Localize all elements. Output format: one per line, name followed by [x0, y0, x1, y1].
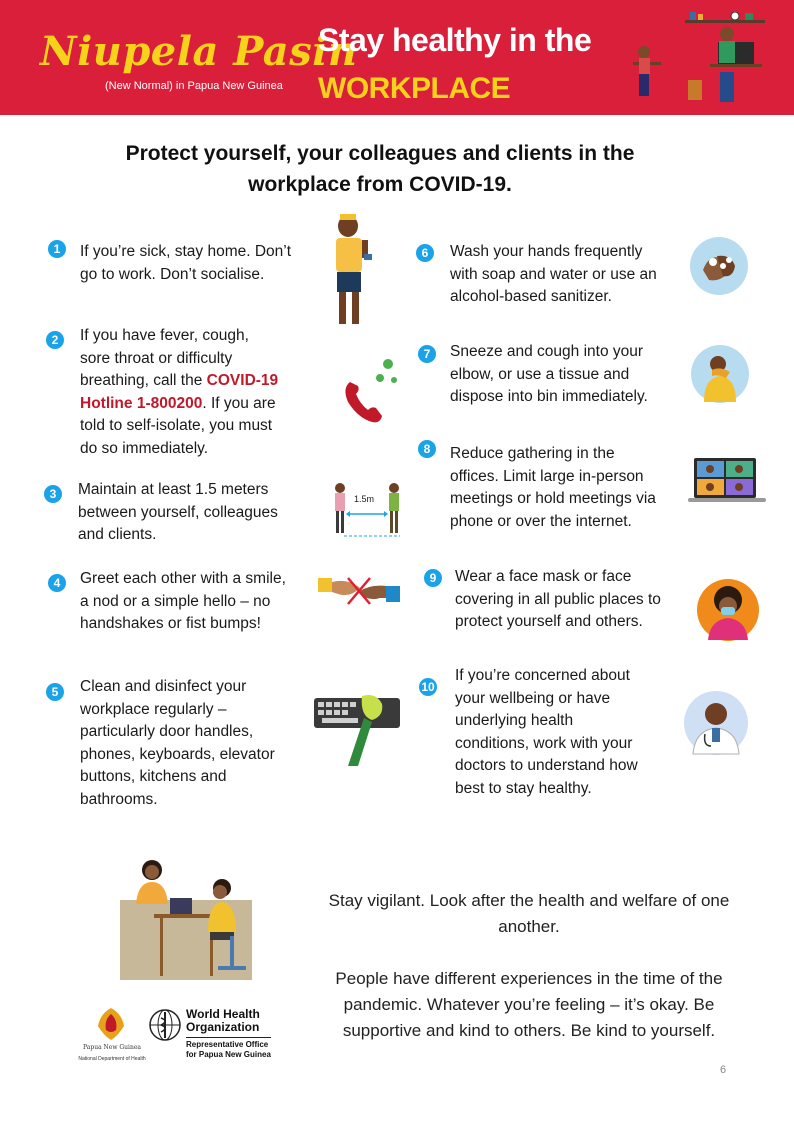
item-10-line: underlying health	[455, 712, 574, 729]
handwashing-icon	[689, 236, 749, 296]
item-7-line: elbow, or use a tissue and	[450, 365, 630, 383]
brand-subtitle: (New Normal) in Papua New Guinea	[105, 80, 283, 92]
bird-of-paradise-emblem-icon	[94, 1006, 128, 1042]
face-mask-person-icon	[696, 578, 760, 642]
who-office-line: Representative Office	[186, 1040, 269, 1049]
who-office-line: for Papua New Guinea	[186, 1050, 271, 1059]
item-4-line: Greet each other with a smile,	[80, 570, 286, 587]
brand-title: Niupela Pasin	[40, 28, 358, 75]
item-7-line: Sneeze and cough into your	[450, 343, 644, 360]
item-number-7: 7	[418, 345, 436, 363]
item-2-line: If you have fever, cough,	[80, 327, 249, 344]
who-office	[186, 1037, 271, 1060]
item-number-1: 1	[48, 240, 66, 258]
item-9-line: protect yourself and others.	[455, 613, 643, 630]
item-5-line: particularly door handles,	[80, 723, 254, 740]
item-7-line: dispose into bin immediately.	[450, 388, 648, 405]
item-1-line: go to work. Don’t socialise.	[80, 265, 265, 283]
doctor-icon	[683, 690, 749, 756]
item-number-9: 9	[424, 569, 442, 587]
item-10-line: best to stay healthy.	[455, 779, 592, 797]
item-text-2	[80, 325, 278, 460]
item-2-line: sore throat or difficulty	[80, 349, 233, 367]
keyboard-cleaning-icon	[312, 694, 402, 768]
item-number-8: 8	[418, 440, 436, 458]
phone-icon	[340, 352, 400, 426]
item-10-line: doctors to understand how	[455, 757, 638, 774]
item-2-line: told to self-isolate, you must	[80, 417, 273, 434]
item-10-line: If you’re concerned about	[455, 667, 630, 684]
item-number-5: 5	[46, 683, 64, 701]
item-5-line: phones, keyboards, elevator	[80, 745, 275, 763]
header-title-line2: WORKPLACE	[318, 72, 511, 105]
item-4-line: handshakes or fist bumps!	[80, 615, 261, 632]
item-text-6	[450, 241, 657, 309]
office-workers-illustration	[630, 12, 770, 112]
item-2-line	[80, 393, 278, 416]
item-number-10: 10	[419, 678, 437, 696]
item-5-line: buttons, kitchens and	[80, 768, 227, 785]
who-name-line: World Health	[186, 1007, 260, 1021]
item-text-4	[80, 568, 286, 636]
closing-message	[318, 888, 740, 1070]
distancing-illustration	[330, 478, 406, 540]
item-5-line: Clean and disinfect your	[80, 678, 247, 695]
page-number: 6	[720, 1064, 727, 1076]
hotline-number: Hotline 1-800200	[80, 394, 203, 412]
png-dept: National Department of Health	[78, 1056, 146, 1062]
item-8-line: Reduce gathering in the	[450, 445, 615, 462]
item-6-line: alcohol-based sanitizer.	[450, 288, 612, 305]
item-5-line: bathrooms.	[80, 790, 158, 808]
item-2-text: . If you are	[202, 394, 276, 412]
item-text-9	[455, 566, 661, 634]
item-text-10	[455, 665, 638, 800]
item-text-7	[450, 341, 648, 409]
item-number-4: 4	[48, 574, 66, 592]
item-3-line: between yourself, colleagues	[78, 503, 278, 521]
item-9-line: Wear a face mask or face	[455, 568, 632, 585]
item-6-line: Wash your hands frequently	[450, 243, 643, 260]
item-number-6: 6	[416, 244, 434, 262]
item-4-line: a nod or a simple hello – no	[80, 592, 271, 610]
item-text-1	[80, 241, 291, 286]
item-text-8	[450, 443, 656, 533]
item-10-line: conditions, work with your	[455, 734, 633, 752]
hotline-label: COVID-19	[206, 372, 279, 389]
item-6-line: with soap and water or use an	[450, 265, 657, 283]
who-name-line: Organization	[186, 1020, 260, 1034]
item-2-line	[80, 370, 278, 393]
no-handshake-icon	[318, 572, 400, 612]
item-5-line: workplace regularly –	[80, 700, 227, 718]
item-8-line: meetings or hold meetings via	[450, 490, 656, 507]
subtitle-line1: Protect yourself, your colleagues and clients in the	[125, 142, 635, 165]
who-name	[186, 1008, 260, 1034]
office-consultation-illustration	[118, 852, 254, 982]
video-meeting-laptop-icon	[688, 458, 766, 504]
message-paragraph-2: People have different experiences in the time of the pandemic. Whatever you’re feeling – it’s okay. Be supportive and kind to others. Be kind to yourself.	[335, 969, 723, 1040]
item-3-line: and clients.	[78, 526, 157, 543]
subtitle-line2: workplace from COVID-19.	[248, 173, 512, 196]
png-name: Papua New Guinea	[83, 1044, 141, 1051]
item-2-text: breathing, call the	[80, 372, 207, 389]
item-number-2: 2	[46, 331, 64, 349]
logos	[78, 1004, 298, 1068]
item-8-line: phone or over the internet.	[450, 512, 632, 530]
header-title-line1: Stay healthy in the	[318, 22, 592, 58]
item-text-3	[78, 479, 278, 547]
item-1-line: If you’re sick, stay home. Don’t	[80, 243, 292, 260]
item-10-line: your wellbeing or have	[455, 689, 611, 707]
item-8-line: offices. Limit large in-person	[450, 467, 644, 485]
png-health-logo	[78, 1004, 146, 1068]
header-banner	[0, 0, 794, 115]
item-number-3: 3	[44, 485, 62, 503]
item-text-5	[80, 676, 275, 811]
item-3-line: Maintain at least 1.5 meters	[78, 481, 269, 498]
item-9-line: covering in all public places to	[455, 590, 661, 608]
message-paragraph-1: Stay vigilant. Look after the health and welfare of one another.	[328, 891, 730, 936]
sneezing-person-icon	[690, 344, 750, 404]
who-logo	[148, 1008, 298, 1068]
distance-label: 1.5m	[354, 494, 375, 504]
item-2-line: do so immediately.	[80, 439, 209, 457]
sick-person-icon	[326, 210, 378, 332]
who-emblem-icon	[148, 1008, 182, 1042]
page-subtitle	[60, 138, 700, 200]
